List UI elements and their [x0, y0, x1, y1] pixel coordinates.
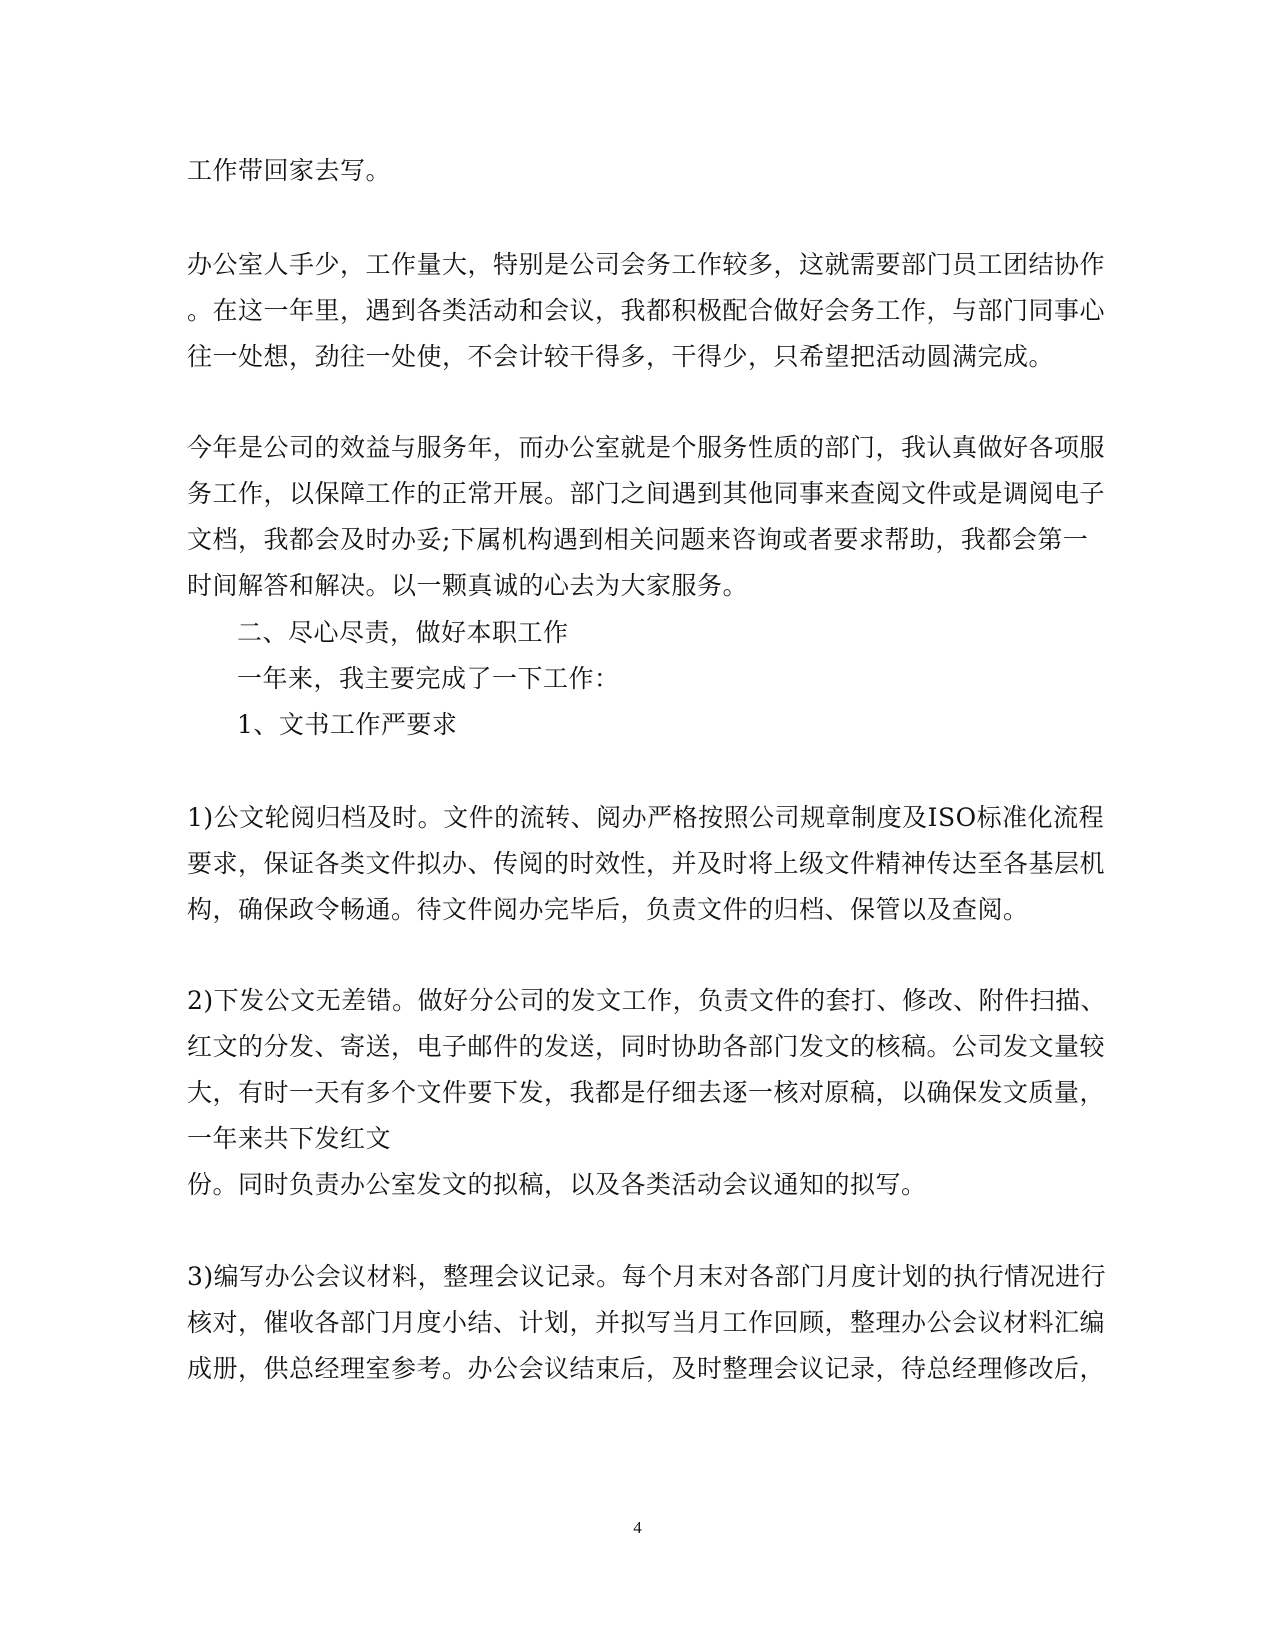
text-line: 务工作，以保障工作的正常开展。部门之间遇到其他同事来查阅文件或是调阅电子 [187, 479, 1106, 508]
text-line: 3)编写办公会议材料，整理会议记录。每个月末对各部门月度计划的执行情况进行 [187, 1262, 1107, 1291]
text-line: 核对，催收各部门月度小结、计划，并拟写当月工作回顾，整理办公会议材料汇编 [187, 1308, 1106, 1337]
text-line: 。在这一年里，遇到各类活动和会议，我都积极配合做好会务工作，与部门同事心 [187, 296, 1106, 325]
text-line: 1)公文轮阅归档及时。文件的流转、阅办严格按照公司规章制度及ISO标准化流程 [187, 803, 1105, 832]
text-line: 份。同时负责办公室发文的拟稿，以及各类活动会议通知的拟写。 [187, 1170, 927, 1199]
text-line: 一年来，我主要完成了一下工作： [237, 664, 620, 693]
section-heading: 二、尽心尽责，做好本职工作 [237, 618, 569, 647]
text-line: 红文的分发、寄送，电子邮件的发送，同时协助各部门发文的核稿。公司发文量较 [187, 1032, 1106, 1061]
text-line: 往一处想，劲往一处使，不会计较干得多，干得少，只希望把活动圆满完成。 [187, 342, 1055, 371]
text-line: 构，确保政令畅通。待文件阅办完毕后，负责文件的归档、保管以及查阅。 [187, 895, 1029, 924]
text-line: 时间解答和解决。以一颗真诚的心去为大家服务。 [187, 571, 749, 600]
text-line: 一年来共下发红文 [187, 1124, 392, 1153]
text-line: 文档，我都会及时办妥;下属机构遇到相关问题来咨询或者要求帮助，我都会第一 [187, 525, 1089, 554]
text-line: 成册，供总经理室参考。办公会议结束后，及时整理会议记录，待总经理修改后， [187, 1354, 1106, 1383]
text-line: 2)下发公文无差错。做好分公司的发文工作，负责文件的套打、修改、附件扫描、 [187, 986, 1107, 1015]
text-line: 大，有时一天有多个文件要下发，我都是仔细去逐一核对原稿，以确保发文质量， [187, 1078, 1106, 1107]
text-line: 今年是公司的效益与服务年，而办公室就是个服务性质的部门，我认真做好各项服 [187, 433, 1106, 462]
text-line: 工作带回家去写。 [187, 156, 392, 185]
text-line: 办公室人手少，工作量大，特别是公司会务工作较多，这就需要部门员工团结协作 [187, 250, 1106, 279]
page-number: 4 [633, 1518, 642, 1537]
text-line: 要求，保证各类文件拟办、传阅的时效性，并及时将上级文件精神传达至各基层机 [187, 849, 1106, 878]
subsection-heading: 1、文书工作严要求 [237, 710, 458, 739]
